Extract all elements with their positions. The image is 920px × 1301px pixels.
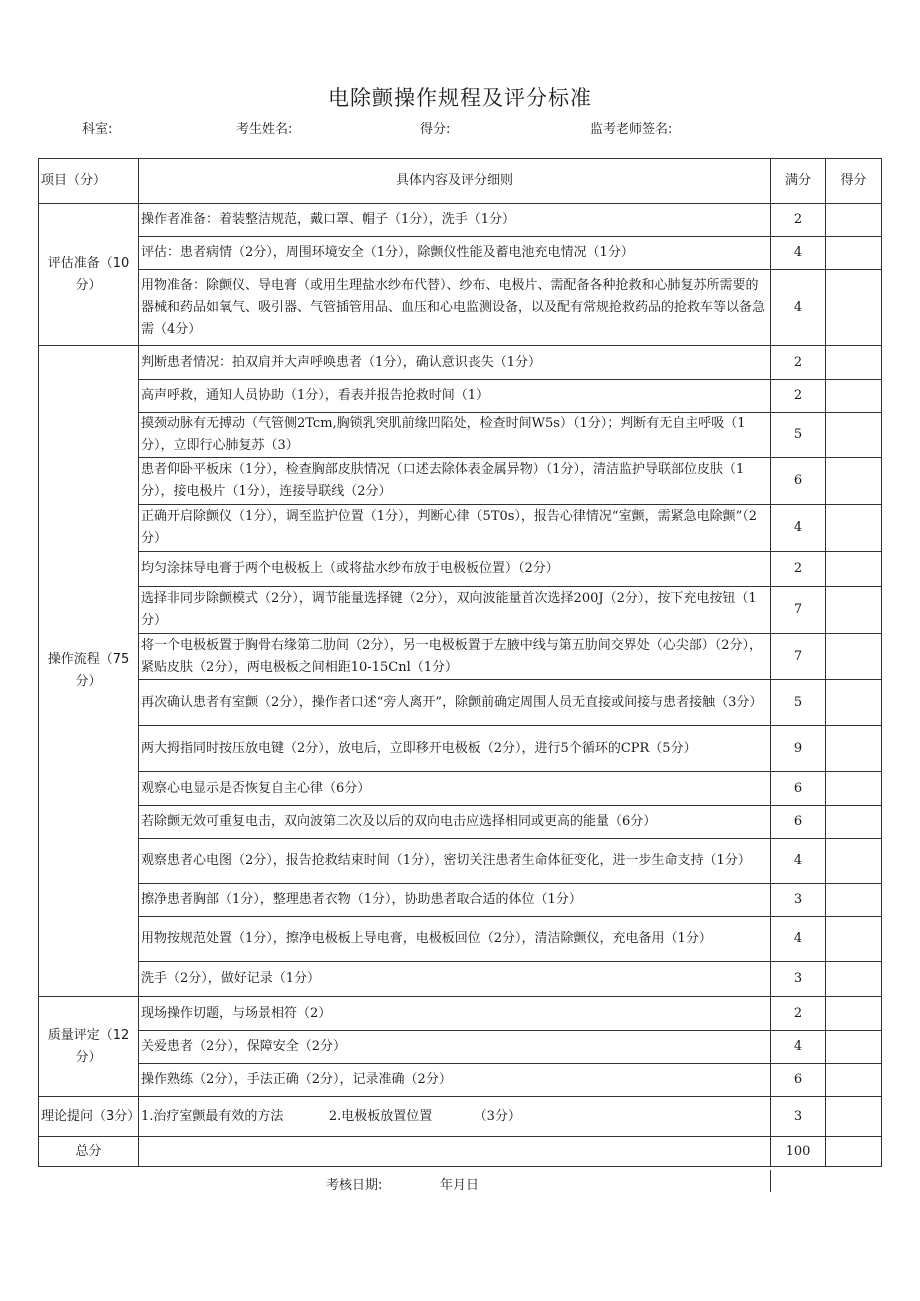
category-cell: 质量评定（12分）	[39, 997, 139, 1097]
detail-cell: 若除颤无效可重复电击，双向波第二次及以后的双向电击应选择相同或更高的能量（6分）	[139, 806, 771, 839]
page-title: 电除颤操作规程及评分标准	[328, 86, 592, 110]
detail-cell: 1.治疗室颤最有效的方法 2.电极板放置位置 （3分）	[139, 1097, 771, 1137]
detail-cell: 正确开启除颤仪（1分），调至监护位置（1分），判断心律（5T0s），报告心律情况“室颤，需紧急电除颤”（2分）	[139, 505, 771, 552]
table-row	[39, 270, 882, 346]
full-score-cell: 3	[771, 884, 826, 917]
table-row	[39, 505, 882, 552]
obtained-score-cell[interactable]	[826, 726, 882, 772]
table-row	[39, 346, 882, 380]
obtained-score-cell[interactable]	[826, 270, 882, 346]
detail-cell	[139, 1137, 771, 1167]
obtained-score-cell[interactable]	[826, 962, 882, 997]
header-detail: 具体内容及评分细则	[139, 159, 771, 204]
full-score-cell: 4	[771, 505, 826, 552]
exam-date-value: 年月日	[440, 1178, 480, 1193]
category-cell: 理论提问（3分）	[39, 1097, 139, 1137]
obtained-score-cell[interactable]	[826, 552, 882, 587]
table-row	[39, 587, 882, 634]
header-full-score: 满分	[771, 159, 826, 204]
obtained-score-cell[interactable]	[826, 917, 882, 962]
full-score-cell: 9	[771, 726, 826, 772]
full-score-cell: 5	[771, 413, 826, 458]
full-score-cell: 2	[771, 997, 826, 1031]
detail-cell: 现场操作切题，与场景相符（2）	[139, 997, 771, 1031]
table-row	[39, 380, 882, 413]
detail-cell: 操作熟练（2分），手法正确（2分），记录准确（2分）	[139, 1064, 771, 1097]
full-score-cell: 2	[771, 380, 826, 413]
footer-divider	[770, 1170, 771, 1192]
obtained-score-cell[interactable]	[826, 884, 882, 917]
examinee-label: 考生姓名:	[236, 122, 293, 137]
total-row	[39, 1137, 882, 1167]
table-row	[39, 839, 882, 884]
full-score-cell: 6	[771, 806, 826, 839]
table-row	[39, 726, 882, 772]
table-row	[39, 962, 882, 997]
table-row	[39, 1064, 882, 1097]
obtained-score-cell[interactable]	[826, 806, 882, 839]
table-row	[39, 204, 882, 237]
obtained-score-cell[interactable]	[826, 346, 882, 380]
detail-cell: 擦净患者胸部（1分），整理患者衣物（1分），协助患者取合适的体位（1分）	[139, 884, 771, 917]
table-row	[39, 917, 882, 962]
header-obtained-score: 得分	[826, 159, 882, 204]
detail-cell: 用物按规范处置（1分），擦净电极板上导电膏，电极板回位（2分），清洁除颤仪，充电备用（1分）	[139, 917, 771, 962]
full-score-cell: 3	[771, 962, 826, 997]
detail-cell: 将一个电极板置于胸骨右缘第二肋间（2分），另一电极板置于左腋中线与第五肋间交界处（心尖部）（2分），紧贴皮肤（2分），两电极板之间相距10-15Cnl（1分）	[139, 634, 771, 680]
obtained-score-cell[interactable]	[826, 587, 882, 634]
table-header-row	[39, 159, 882, 204]
detail-cell: 再次确认患者有室颤（2分），操作者口述“旁人离开”，除颤前确定周围人员无直接或间接与患者接触（3分）	[139, 680, 771, 726]
detail-cell: 观察患者心电图（2分），报告抢救结束时间（1分），密切关注患者生命体征变化，进一步生命支持（1分）	[139, 839, 771, 884]
obtained-score-cell[interactable]	[826, 680, 882, 726]
obtained-score-cell[interactable]	[826, 413, 882, 458]
table-row	[39, 772, 882, 806]
detail-cell: 操作者准备：着装整洁规范，戴口罩、帽子（1分），洗手（1分）	[139, 204, 771, 237]
table-row	[39, 997, 882, 1031]
detail-cell: 高声呼救，通知人员协助（1分），看表并报告抢救时间（1）	[139, 380, 771, 413]
department-label: 科室:	[82, 122, 113, 137]
table-row	[39, 552, 882, 587]
detail-cell: 摸颈动脉有无搏动（气管侧2Tcm,胸锁乳突肌前缘凹陷处，检查时间W5s）（1分）；判断有无自主呼吸（1分），立即行心肺复苏（3）	[139, 413, 771, 458]
category-cell: 评估准备（10分）	[39, 204, 139, 346]
table-row	[39, 458, 882, 505]
detail-cell: 患者仰卧平板床（1分），检查胸部皮肤情况（口述去除体表金属异物）（1分），清洁监护导联部位皮肤（1分），接电极片（1分），连接导联线（2分）	[139, 458, 771, 505]
obtained-score-cell[interactable]	[826, 1031, 882, 1064]
table-row	[39, 1097, 882, 1137]
full-score-cell: 2	[771, 346, 826, 380]
table-row	[39, 413, 882, 458]
category-cell: 操作流程（75分）	[39, 346, 139, 997]
scoring-table	[38, 158, 882, 1167]
table-row	[39, 634, 882, 680]
obtained-score-cell[interactable]	[826, 458, 882, 505]
obtained-score-cell[interactable]	[826, 505, 882, 552]
full-score-cell: 7	[771, 587, 826, 634]
total-obtained-score-cell[interactable]	[826, 1137, 882, 1167]
detail-cell: 选择非同步除颤模式（2分），调节能量选择键（2分），双向波能量首次选择200J（2分），按下充电按钮（1分）	[139, 587, 771, 634]
detail-cell: 均匀涂抹导电膏于两个电极板上（或将盐水纱布放于电极板位置）（2分）	[139, 552, 771, 587]
detail-cell: 两大拇指同时按压放电键（2分），放电后，立即移开电极板（2分），进行5个循环的CPR（5分）	[139, 726, 771, 772]
full-score-cell: 4	[771, 1031, 826, 1064]
full-score-cell: 4	[771, 917, 826, 962]
full-score-cell: 6	[771, 772, 826, 806]
full-score-cell: 3	[771, 1097, 826, 1137]
full-score-cell: 7	[771, 634, 826, 680]
detail-cell: 评估：患者病情（2分），周围环境安全（1分），除颤仪性能及蓄电池充电情况（1分）	[139, 237, 771, 270]
full-score-cell: 2	[771, 552, 826, 587]
detail-cell: 判断患者情况：拍双肩并大声呼唤患者（1分），确认意识丧失（1分）	[139, 346, 771, 380]
obtained-score-cell[interactable]	[826, 204, 882, 237]
full-score-cell: 5	[771, 680, 826, 726]
detail-cell: 关爱患者（2分），保障安全（2分）	[139, 1031, 771, 1064]
obtained-score-cell[interactable]	[826, 1064, 882, 1097]
table-row	[39, 884, 882, 917]
obtained-score-cell[interactable]	[826, 380, 882, 413]
full-score-cell: 4	[771, 270, 826, 346]
total-full-score-cell: 100	[771, 1137, 826, 1167]
obtained-score-cell[interactable]	[826, 839, 882, 884]
full-score-cell: 6	[771, 458, 826, 505]
obtained-score-cell[interactable]	[826, 634, 882, 680]
header-category: 项目（分）	[39, 159, 139, 204]
table-row	[39, 680, 882, 726]
obtained-score-cell[interactable]	[826, 772, 882, 806]
detail-cell: 观察心电显示是否恢复自主心律（6分）	[139, 772, 771, 806]
full-score-cell: 4	[771, 839, 826, 884]
full-score-cell: 4	[771, 237, 826, 270]
table-row	[39, 806, 882, 839]
category-cell: 总分	[39, 1137, 139, 1167]
examiner-signature-label: 监考老师签名:	[590, 122, 673, 137]
exam-date-label: 考核日期:	[326, 1178, 383, 1193]
obtained-score-cell[interactable]	[826, 1097, 882, 1137]
table-row	[39, 237, 882, 270]
obtained-score-cell[interactable]	[826, 237, 882, 270]
full-score-cell: 2	[771, 204, 826, 237]
score-label: 得分:	[420, 122, 451, 137]
table-row	[39, 1031, 882, 1064]
detail-cell: 用物准备：除颤仪、导电膏（或用生理盐水纱布代替）、纱布、电极片、需配备各种抢救和心肺复苏所需要的器械和药品如氧气、吸引器、气管插管用品、血压和心电监测设备，以及配有常规抢救药品的抢救车等以备急需（4分）	[139, 270, 771, 346]
full-score-cell: 6	[771, 1064, 826, 1097]
detail-cell: 洗手（2分），做好记录（1分）	[139, 962, 771, 997]
obtained-score-cell[interactable]	[826, 997, 882, 1031]
